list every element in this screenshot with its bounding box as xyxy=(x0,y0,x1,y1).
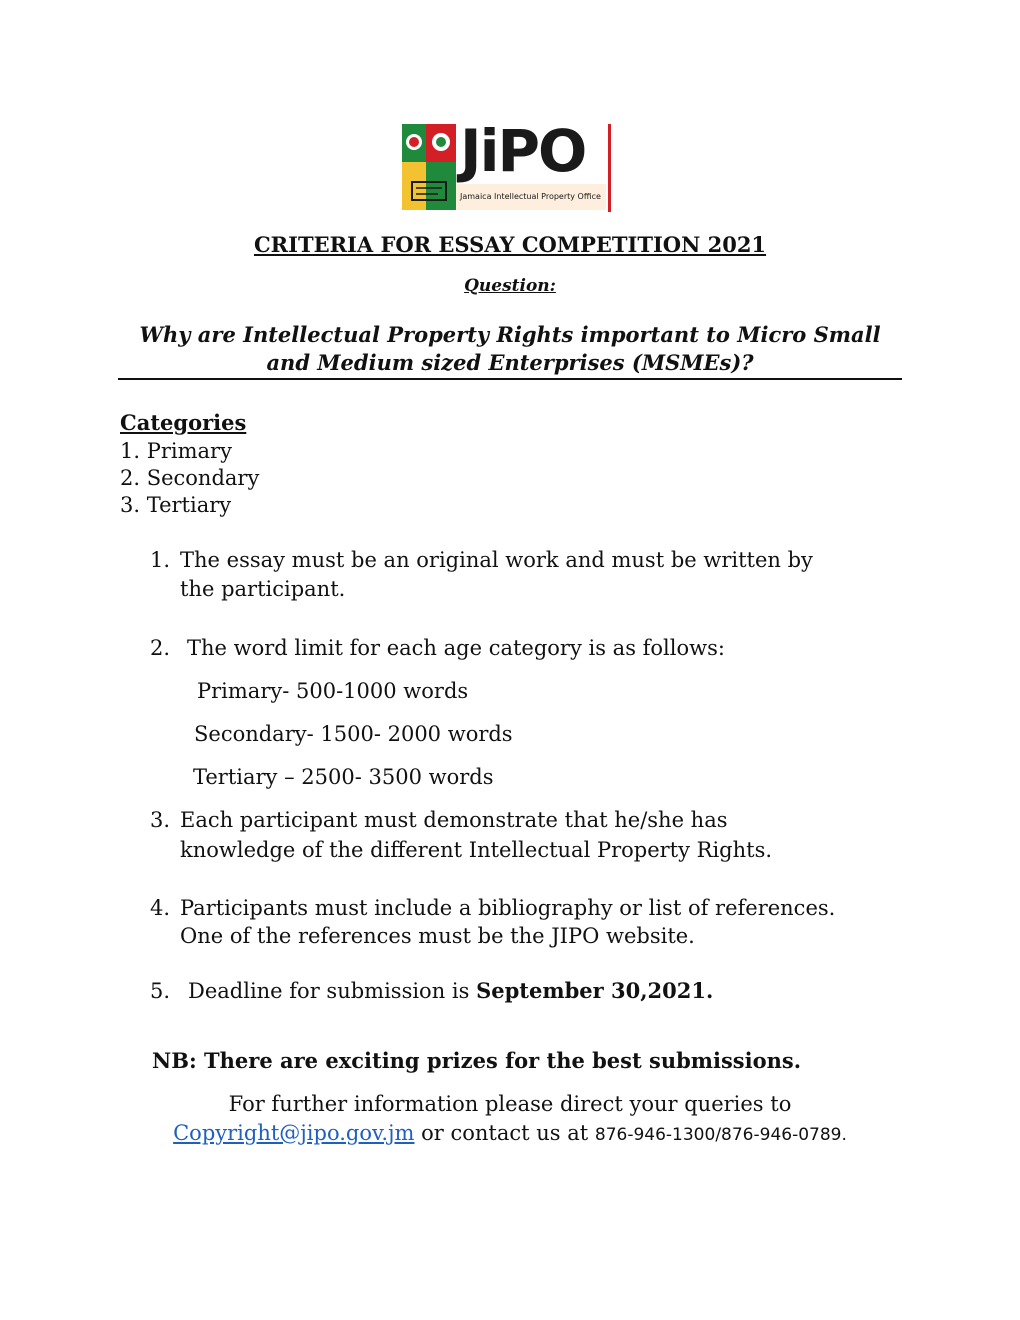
criterion-2-number: 2. xyxy=(150,636,171,660)
essay-question: Why are Intellectual Property Rights important to Micro Small and Medium sized Enterprises (MSMEs)? xyxy=(139,322,881,375)
contact-middle-text: or contact us at xyxy=(414,1121,595,1145)
criterion-1-line1: The essay must be an original work and must be written by xyxy=(180,548,813,572)
question-divider xyxy=(118,378,902,380)
phone-numbers: 876-946-1300/876-946-0789. xyxy=(594,1125,847,1145)
category-item: 2. Secondary xyxy=(120,466,260,490)
categories-heading: Categories xyxy=(120,410,247,435)
criterion-5-number: 5. xyxy=(150,979,171,1003)
nb-prizes-note: NB: There are exciting prizes for the best submissions. xyxy=(152,1048,802,1073)
question-label: Question: xyxy=(464,276,556,296)
criterion-3-line1: Each participant must demonstrate that he/she has xyxy=(180,808,728,832)
criterion-3-line2: knowledge of the different Intellectual Property Rights. xyxy=(180,838,773,862)
logo-wordmark: JiPO xyxy=(460,117,586,185)
contact-line1: For further information please direct your queries to xyxy=(228,1092,792,1116)
logo-tagline: Jamaica Intellectual Property Office xyxy=(460,192,601,201)
category-item: 1. Primary xyxy=(120,439,232,463)
page-title: CRITERIA FOR ESSAY COMPETITION 2021 xyxy=(253,232,767,257)
category-item: 3. Tertiary xyxy=(120,493,232,517)
word-limit-tertiary: Tertiary – 2500- 3500 words xyxy=(193,765,494,789)
criterion-4-line1: Participants must include a bibliography or list of references. xyxy=(180,896,836,920)
word-limit-primary: Primary- 500-1000 words xyxy=(197,679,469,703)
criterion-2-line1: The word limit for each age category is as follows: xyxy=(187,636,725,660)
jipo-logo xyxy=(400,118,615,218)
criterion-1-number: 1. xyxy=(150,548,171,572)
email-link[interactable]: Copyright@jipo.gov.jm xyxy=(173,1121,415,1145)
word-limit-secondary: Secondary- 1500- 2000 words xyxy=(194,722,513,746)
criterion-4-number: 4. xyxy=(150,896,171,920)
criterion-5-text: Deadline for submission is xyxy=(188,979,477,1003)
criterion-3-number: 3. xyxy=(150,808,171,832)
criterion-1-line2: the participant. xyxy=(180,577,346,601)
contact-line2 xyxy=(0,1119,1020,1149)
criterion-4-line2: One of the references must be the JIPO website. xyxy=(180,924,695,948)
deadline-date: September 30,2021. xyxy=(476,978,714,1003)
criterion-5 xyxy=(188,977,713,1005)
